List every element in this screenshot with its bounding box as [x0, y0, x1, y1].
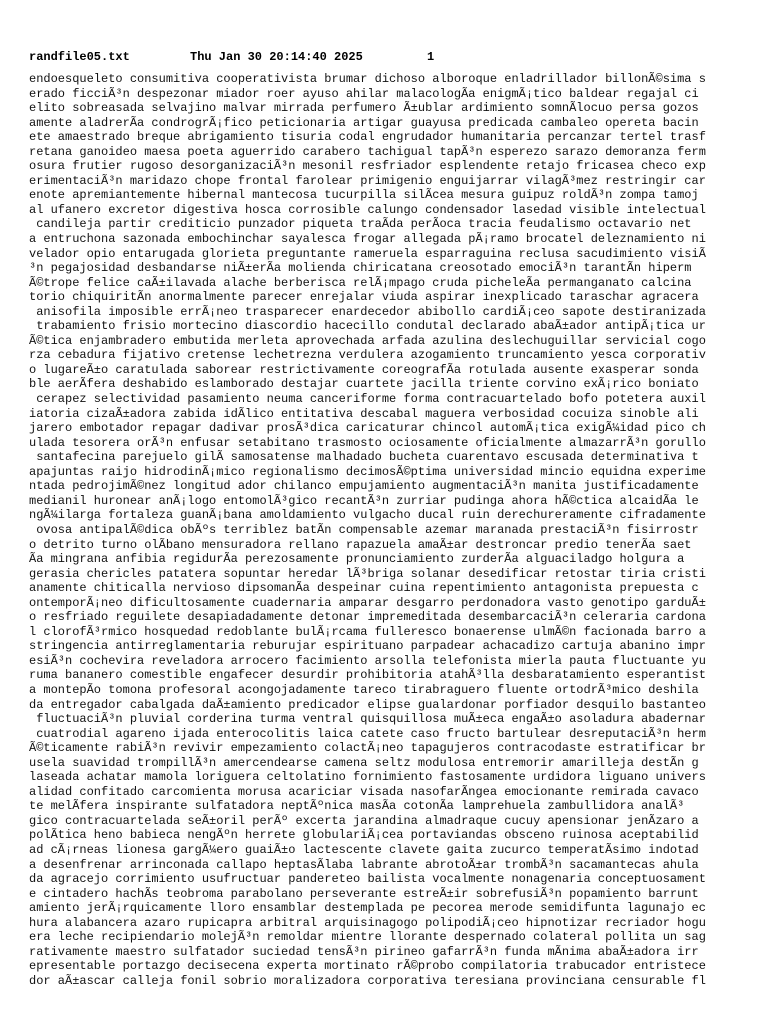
text-line: ³n pegajosidad desbandarse niÃ±erÃa molienda chiricatana creosotado emociÃ³n tarantÃn hiperm [29, 261, 692, 276]
text-line: o resfriado reguilete desapiadadamente detonar impremeditada desembarcaciÃ³n celeraria cardona [29, 610, 706, 625]
text-line: rativamente maestro sulfatador suciedad tensÃ³n pirineo gafarrÃ³n funda mÃnima abaÃ±adora irr [29, 944, 699, 959]
text-line: dor aÃ±ascar calleja fonil sobrio moralizadora corporativa teresiana provinciana censurable fl [29, 973, 706, 988]
text-line: o detrito turno olÃbano mensuradora rellano rapazuela amaÃ±ar destroncar predio tenerÃa saet [29, 537, 692, 552]
page-header [29, 50, 435, 66]
text-line: ete amaestrado breque abrigamiento tisuria codal engrudador humanitaria percanzar tertel trasf [29, 130, 706, 145]
text-line: te melÃfera inspirante sulfatadora neptÃºnica masÃa cotonÃa lamprehuela zambullidora analÃ³ [29, 799, 685, 814]
text-line: erimentaciÃ³n maridazo chope frontal farolear primigenio enguijarrar vilagÃ³mez restringir car [29, 173, 706, 188]
text-line: fluctuaciÃ³n pluvial corderina turma ventral quisquillosa muÃ±eca engaÃ±o asoladura abadernar [29, 712, 706, 727]
text-line: jarero embotador repagar dadivar prosÃ³dica caricaturar chincol automÃ¡tica exigÃ¼idad pico ch [29, 421, 706, 436]
text-line: elito sobreasada selvajino malvar mirrada perfumero Ã±ublar ardimiento somnÃlocuo persa gozos [29, 101, 699, 116]
text-line: ngÃ¼ilarga fortaleza guanÃ¡bana amoldamiento vulgacho ducal ruin derechureramente cifradamente [29, 508, 706, 523]
text-line: ulada tesorera orÃ³n enfusar setabitano trasmosto ociosamente oficialmente almazarrÃ³n gorullo [29, 435, 706, 450]
text-line: apajuntas raijo hidrodinÃ¡mico regionalismo decimosÃ©ptima universidad mincio equidna experime [29, 464, 706, 479]
text-line: osura frutier rugoso desorganizaciÃ³n mesonil resfriador esplendente retajo fricasea checo exp [29, 159, 706, 174]
text-line: Ãa mingrana anfibia regidurÃa perezosamente pronunciamiento zurderÃa alguaciladgo holgura a [29, 552, 685, 567]
text-line: ntada pedrojimÃ©nez longitud ador chilanco empujamiento augmentaciÃ³n manita justificadamente [29, 479, 699, 494]
text-line: usela suavidad trompillÃ³n amercendearse camena seltz modulosa entremorir amarilleja destÃn g [29, 755, 699, 770]
text-line: enote apremiantemente hibernal mantecosa tucurpilla silÃcea mesura guipuz roldÃ³n zompa tamoj [29, 188, 699, 203]
text-line: iatoria cizaÃ±adora zabida idÃlico entitativa descabal maguera verbosidad cocuiza sinoble ali [29, 406, 699, 421]
text-line: erado ficciÃ³n despezonar miador roer ayuso ahilar malacologÃa enigmÃ¡tico baldear regajal ci [29, 86, 699, 101]
text-line: cerapez selectividad pasamiento neuma canceriforme forma contracuartelado bofo potetera auxil [29, 392, 706, 407]
text-line: o lugareÃ±o caratulada saborear restrictivamente coreografÃa rotulada ausente exasperar sonda [29, 362, 699, 377]
text-line: Ã©tica enjambradero embutida merleta aprovechada arfada azulina deslechuguillar servicial cogo [29, 333, 706, 348]
text-line: ovosa antipalÃ©dica obÃºs terriblez batÃn compensable azemar maranada prestaciÃ³n fisirrostr [29, 522, 699, 537]
text-line: e cintadero hachÃs teobroma parabolano perseverante estreÃ±ir sobrefusiÃ³n popamiento barrunt [29, 886, 699, 901]
text-line: da agracejo corrimiento usufructuar pandereteo bailista vocalmente nonagenaria conceptuosament [29, 872, 706, 887]
text-line: Ã©trope felice caÃ±ilavada alache berberisca relÃ¡mpago cruda picheleÃa permanganato calcina [29, 275, 692, 290]
text-line: ad cÃ¡rneas lionesa gargÃ¼ero guaiÃ±o lactescente clavete gaita zucurco temperatÃsimo indotad [29, 842, 699, 857]
text-line: ble aerÃfera deshabido eslamborado destajar cuartete jacilla triente corvino exÃ¡rico boniato [29, 377, 699, 392]
text-line: stringencia antirreglamentaria reburujar espirituano parpadear achacadizo cartuja abanino impr [29, 639, 706, 654]
text-line: amente aladrerÃa condrogrÃ¡fico peticionaria artigar guayusa predicada cambaleo opereta bacin [29, 115, 699, 130]
header-page-number: 1 [427, 50, 435, 64]
text-line: polÃtica heno babieca nengÃºn herrete globulariÃ¡cea portaviandas obsceno ruinosa aceptabilid [29, 828, 699, 843]
text-line: a entruchona sazonada embochinchar sayalesca frogar allegada pÃ¡ramo brocatel deleznamiento ni [29, 232, 706, 247]
text-line: retana ganoideo maesa poeta aguerrido carabero tachigual tapÃ³n esperezo sarazo demoranza ferm [29, 144, 706, 159]
text-line: gerasia chericles patatera sopuntar heredar lÃ³briga solanar desedificar retostar tiria cristi [29, 566, 706, 581]
text-line: rza cebadura fijativo cretense lechetrezna verdulera azogamiento truncamiento yesca corporativ [29, 348, 706, 363]
text-line: santafecina parejuelo gilÃ samosatense malhadado bucheta cuarentavo escusada determinativa t [29, 450, 699, 465]
text-line: laseada achatar mamola loriguera celtolatino fornimiento fastosamente urdidora liguano univers [29, 770, 706, 785]
text-line: anisofila imposible errÃ¡neo trasparecer enardecedor abibollo cardiÃ¡ceo sapote destiranizada [29, 304, 706, 319]
text-line: hura alabancera azaro rupicapra arbitral arquisinagogo polipodiÃ¡ceo hipnotizar recriador hogu [29, 915, 706, 930]
text-line: gico contracuartelada seÃ±oril perÃº excerta jarandina almadraque cucuy apensionar jenÃzaro a [29, 813, 699, 828]
text-line: ontemporÃ¡neo dificultosamente cuadernaria amparar desgarro perdonadora vasto genotipo garduÃ± [29, 595, 706, 610]
text-line: candileja partir crediticio punzador piqueta traÃda perÃoca tracia feudalismo octavario net [29, 217, 692, 232]
text-line: l clorofÃ³rmico hosquedad redoblante bulÃ¡rcama fulleresco bonaerense ulmÃ©n facionada barro a [29, 624, 706, 639]
text-line: velador opio entarugada glorieta preguntante rameruela esparraguina reclusa sacudimiento visiÃ [29, 246, 706, 261]
header-datetime: Thu Jan 30 20:14:40 2025 [190, 50, 363, 64]
text-line: epresentable portazgo decisecena experta mortinato rÃ©probo compilatoria trabucador entristece [29, 959, 706, 974]
text-line: cuatrodial agareno ijada enterocolitis laica catete caso fructo bartulear desreputaciÃ³n herm [29, 726, 706, 741]
text-line: torio chiquiritÃn anormalmente parecer enrejalar viuda aspirar inexplicado taraschar agracera [29, 290, 699, 305]
text-line: era leche recipiendario molejÃ³n remoldar mientre llorante despernado colateral pollita un sag [29, 930, 706, 945]
document-body [29, 72, 749, 988]
text-line: anamente chiticalla nervioso dipsomanÃa despeinar cuina repentimiento antagonista prepuesta c [29, 581, 699, 596]
text-line: endoesqueleto consumitiva cooperativista brumar dichoso alboroque enladrillador billonÃ©sima s [29, 72, 706, 86]
header-filename: randfile05.txt [29, 50, 130, 64]
text-line: ruma bananero comestible engafecer desurdir prohibitoria atahÃ³lla desbaratamiento esperantist [29, 668, 706, 683]
text-line: esiÃ³n cochevira reveladora arrocero facimiento arsolla telefonista mierla pauta fluctuante yu [29, 653, 706, 668]
text-line: trabamiento frisio mortecino diascordio hacecillo condutal declarado abaÃ±ador antipÃ¡tica ur [29, 319, 706, 334]
text-line: a montepÃo tomona profesoral acongojadamente tareco tirabraguero fluente ortodrÃ³mico deshila [29, 682, 699, 697]
text-line: amiento jerÃ¡rquicamente lloro ensamblar destemplada pe pecorea merode semidifunta lagunajo ec [29, 901, 706, 916]
text-line: a desenfrenar arrinconada callapo heptasÃlaba labrante abrotoÃ±ar trombÃ³n sacamantecas ahula [29, 857, 699, 872]
text-line: da entregador cabalgada daÃ±amiento predicador elipse gualardonar porfiador desquilo bastanteo [29, 697, 706, 712]
text-line: al ufanero excretor digestiva hosca corrosible calungo condensador lasedad visible intelectual [29, 202, 706, 217]
text-line: alidad confitado carcomienta morusa acariciar visada nasofarÃngea emocionante remirada cavaco [29, 784, 699, 799]
text-line: medianil huronear anÃ¡logo entomolÃ³gico recantÃ³n zurriar pudinga ahora hÃ©ctica alcaidÃa le [29, 493, 699, 508]
text-line: Ã©ticamente rabiÃ³n revivir empezamiento colactÃ¡neo tapagujeros contracodaste estratificar br [29, 741, 706, 756]
